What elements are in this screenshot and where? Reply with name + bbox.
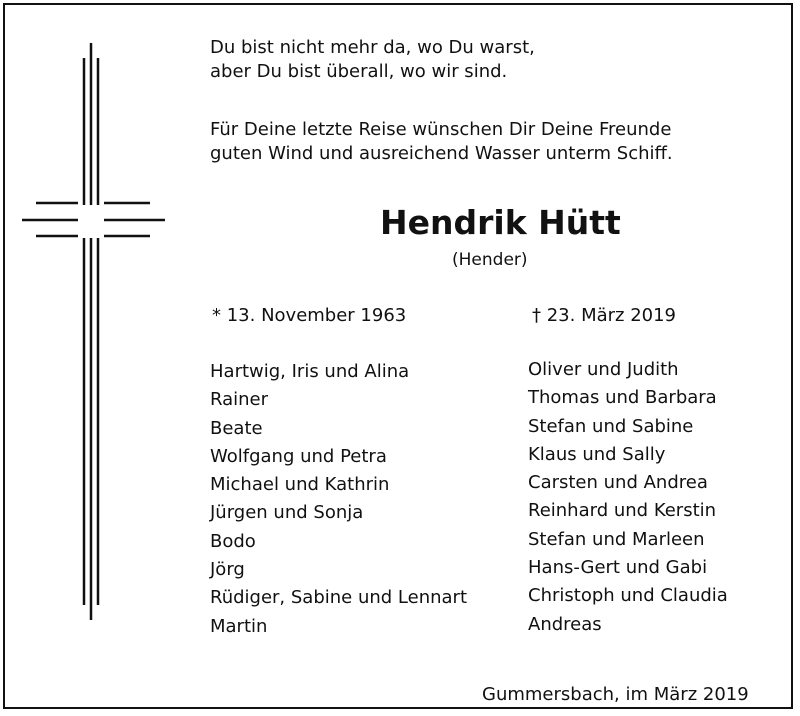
wish-line: guten Wind und ausreichend Wasser unterm Schiff. [210,143,673,164]
mourner-name: Stefan und Marleen [528,528,705,550]
death-date: † 23. März 2019 [532,305,677,326]
mourner-name: Oliver und Judith [528,359,679,380]
wish-text [210,118,673,166]
mourner-name: Rainer [210,389,269,411]
mourner-name: Beate [210,417,263,439]
wish-line: Für Deine letzte Reise wünschen Dir Deine Freunde [210,119,672,140]
mourner-name: Klaus und Sally [528,443,666,465]
mourner-name: Rüdiger, Sabine und Lennart [210,587,468,609]
mourner-name: Martin [210,615,268,637]
mourner-name: Bodo [210,530,256,552]
mourner-name: Hartwig, Iris und Alina [210,361,410,382]
mourner-name: Stefan und Sabine [528,415,694,437]
mourner-name: Christoph und Claudia [528,585,728,607]
mourner-name: Carsten und Andrea [528,472,708,494]
mourner-name: Jörg [210,559,245,581]
verse-line: Du bist nicht mehr da, wo Du warst, [210,37,535,58]
deceased-name: Hendrik Hütt [380,203,621,242]
mourners-left-list [210,358,467,641]
birth-date: * 13. November 1963 [212,305,407,326]
mourner-name: Hans-Gert und Gabi [528,557,708,579]
mourner-name: Michael und Kathrin [210,474,390,496]
verse-line: aber Du bist überall, wo wir sind. [210,61,508,82]
place-date: Gummersbach, im März 2019 [482,684,749,705]
mourner-name: Jürgen und Sonja [210,502,364,524]
mourner-name: Wolfgang und Petra [210,445,387,467]
mourner-name: Reinhard und Kerstin [528,500,717,522]
deceased-nickname: (Hender) [452,250,528,270]
mourner-name: Thomas und Barbara [528,387,717,409]
verse [210,36,535,84]
mourners-right-list [528,356,728,639]
mourner-name: Andreas [528,613,602,635]
